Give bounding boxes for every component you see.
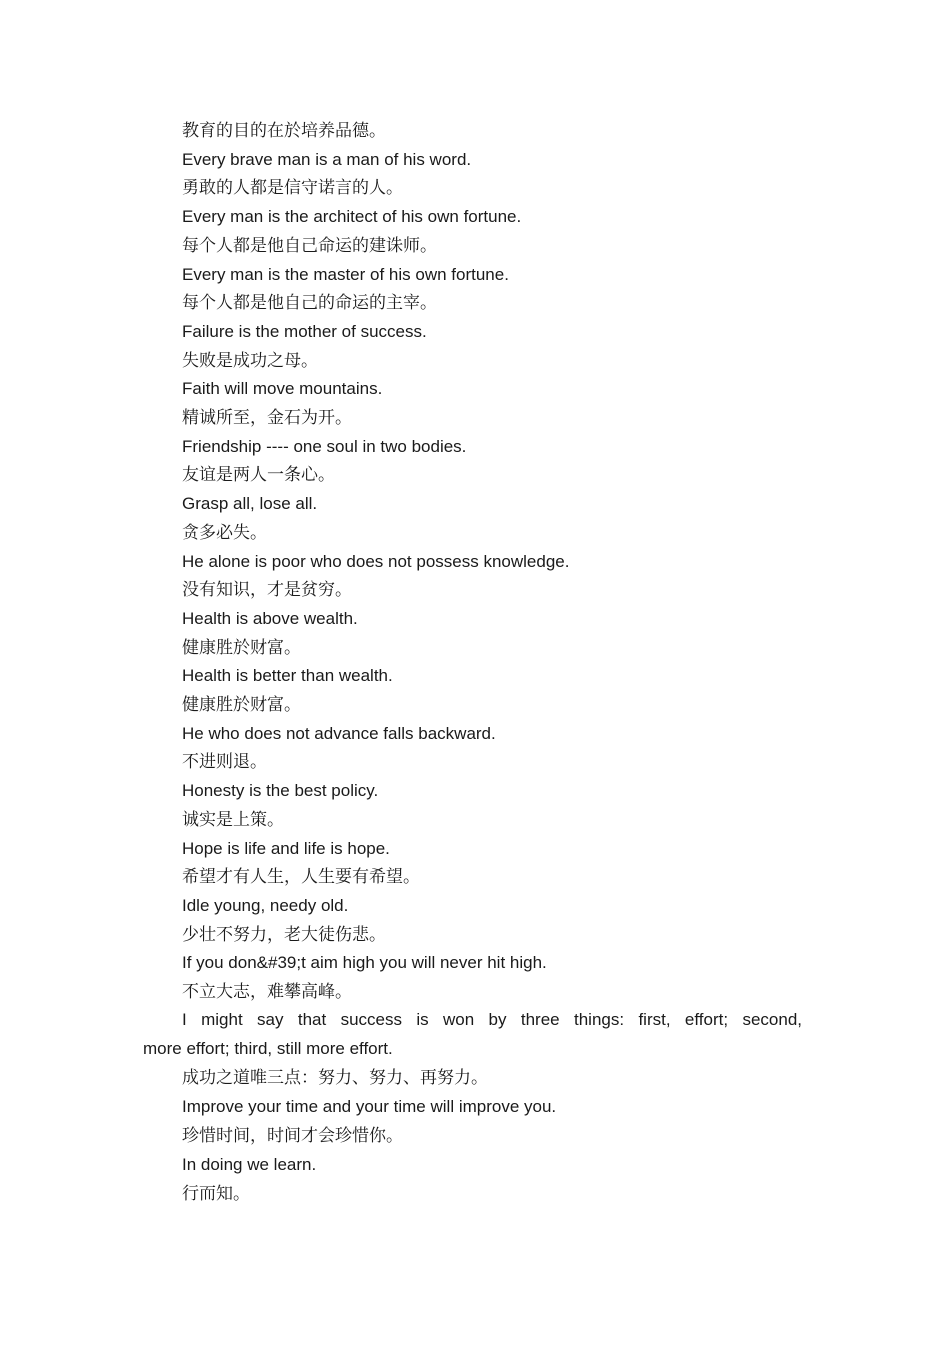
english-proverb-line: Idle young, needy old. bbox=[182, 895, 349, 915]
english-proverb-line: Friendship ---- one soul in two bodies. bbox=[182, 436, 467, 456]
english-proverb-line: Health is above wealth. bbox=[182, 608, 358, 628]
chinese-translation-line: 勇敢的人都是信守诺言的人。 bbox=[182, 178, 403, 199]
chinese-translation-line: 失败是成功之母。 bbox=[182, 350, 318, 371]
long-quote-continuation: more effort; third, still more effort. bbox=[143, 1039, 393, 1058]
chinese-translation-line: 精诚所至，金石为开。 bbox=[182, 408, 352, 428]
chinese-translation-line: 不立大志，难攀高峰。 bbox=[182, 982, 352, 1002]
english-proverb-line: Every brave man is a man of his word. bbox=[182, 149, 472, 169]
chinese-translation-line: 每个人都是他自己的命运的主宰。 bbox=[182, 293, 437, 314]
english-proverb-line: He alone is poor who does not possess knowledge. bbox=[182, 551, 570, 571]
long-quote-first-line: I might say that success is won by three things: first, effort; second, bbox=[182, 1010, 802, 1029]
chinese-translation-line: 少壮不努力，老大徒伤悲。 bbox=[182, 924, 386, 945]
chinese-translation-line: 行而知。 bbox=[182, 1184, 250, 1204]
english-proverb-line: Every man is the master of his own fortune. bbox=[182, 264, 509, 284]
chinese-translation-line: 希望才有人生，人生要有希望。 bbox=[182, 867, 420, 888]
chinese-translation-line: 健康胜於财富。 bbox=[182, 695, 301, 715]
chinese-translation-line: 珍惜时间，时间才会珍惜你。 bbox=[182, 1126, 403, 1146]
english-proverb-line: Grasp all, lose all. bbox=[182, 494, 318, 514]
chinese-translation-line: 成功之道唯三点：努力、努力、再努力。 bbox=[182, 1068, 488, 1088]
chinese-translation-line: 诚实是上策。 bbox=[182, 809, 284, 830]
english-proverb-line: Failure is the mother of success. bbox=[182, 321, 427, 341]
chinese-translation-line: 健康胜於财富。 bbox=[182, 637, 301, 658]
english-proverb-line: He who does not advance falls backward. bbox=[182, 723, 496, 743]
chinese-translation-line: 每个人都是他自己命运的建诛师。 bbox=[182, 235, 437, 256]
chinese-translation-line: 没有知识，才是贫穷。 bbox=[182, 580, 352, 601]
english-proverb-line: Hope is life and life is hope. bbox=[182, 838, 390, 858]
english-proverb-line: If you don&#39;t aim high you will never hit high. bbox=[182, 953, 547, 973]
english-proverb-line: Honesty is the best policy. bbox=[182, 781, 379, 801]
english-proverb-line: In doing we learn. bbox=[182, 1155, 317, 1174]
chinese-translation-line: 不进则退。 bbox=[182, 752, 267, 773]
english-proverb-line: Improve your time and your time will improve you. bbox=[182, 1097, 557, 1116]
chinese-translation-line: 教育的目的在於培养品德。 bbox=[182, 121, 386, 141]
chinese-translation-line: 贪多必失。 bbox=[182, 522, 267, 543]
english-proverb-line: Faith will move mountains. bbox=[182, 379, 383, 399]
english-proverb-line: Every man is the architect of his own fortune. bbox=[182, 207, 522, 227]
chinese-translation-line: 友谊是两人一条心。 bbox=[182, 465, 335, 486]
english-proverb-line: Health is better than wealth. bbox=[182, 666, 393, 686]
